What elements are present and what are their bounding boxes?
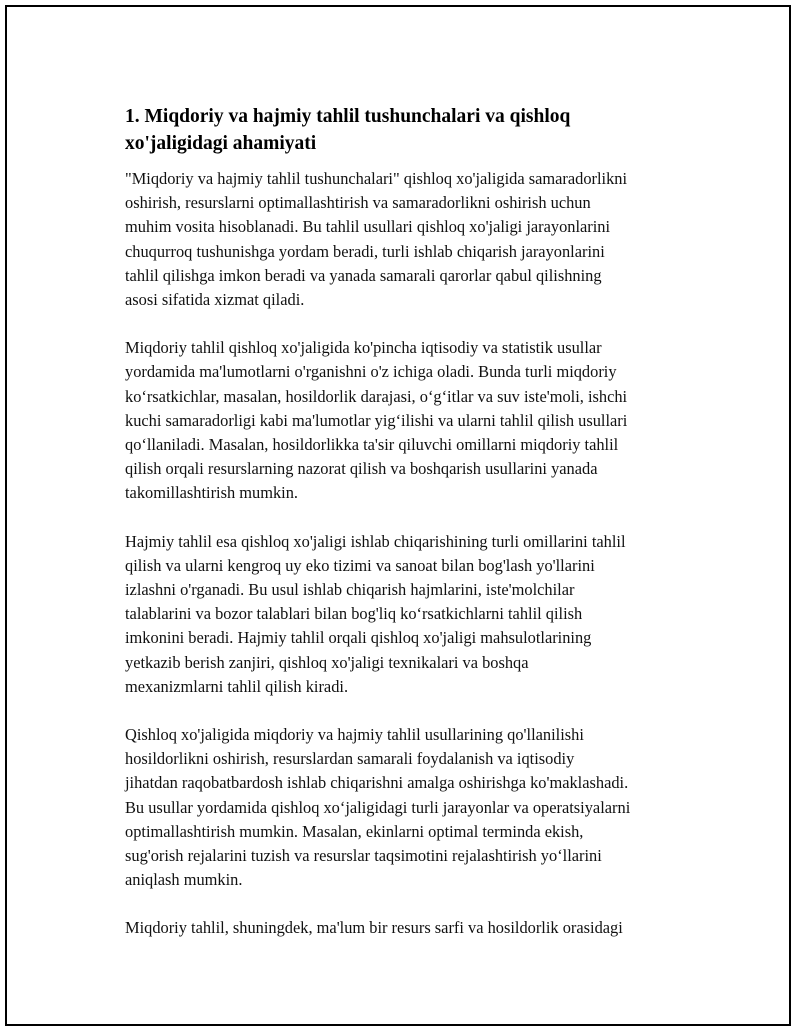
page-frame (5, 5, 791, 1026)
paragraph-3: Hajmiy tahlil esa qishloq xo'jaligi ishlab chiqarishining turli omillarini tahlil qilish va ularni kengroq uy eko tizimi va sanoat bilan bog'lash yo'llarini izlashni o'rganadi. Bu usul ishlab chiqarish hajmlarini, iste'molchilar talablarini va bozor talablari bilan bog'liq ko‘rsatkichlarni tahlil qilish imkonini beradi. Hajmiy tahlil orqali qishloq xo'jaligi mahsulotlarining yetkazib berish zanjiri, qishloq xo'jaligi texnikalari va boshqa mexanizmlarni tahlil qilish kiradi. (125, 531, 626, 696)
paragraph-2: Miqdoriy tahlil qishloq xo'jaligida ko'pincha iqtisodiy va statistik usullar yordamida ma'lumotlarni o'rganishni o'z ichiga oladi. Bunda turli miqdoriy ko‘rsatkichlar, masalan, hosildorlik darajasi, o‘g‘itlar va suv iste'moli, ishchi kuchi samaradorligi kabi ma'lumotlar yig‘ilishi va ularni tahlil qilish usullari qo‘llaniladi. Masalan, hosildorlikka ta'sir qiluvchi omillarni miqdoriy tahlil qilish orqali resurslarning nazorat qilish va boshqarish usullarini yanada takomillashtirish mumkin. (125, 338, 628, 503)
paragraph-5: Miqdoriy tahlil, shuningdek, ma'lum bir resurs sarfi va hosildorlik orasidagi (125, 918, 623, 938)
paragraph-1: "Miqdoriy va hajmiy tahlil tushunchalari" qishloq xo'jaligida samaradorlikni oshirish, resurslarni optimallashtirish va samaradorlikni oshirish uchun muhim vosita hisoblanadi. Bu tahlil usullari qishloq xo'jaligi jarayonlarini chuqurroq tushunishga yordam beradi, turli ishlab chiqarish jarayonlarini tahlil qilishga imkon beradi va yanada samarali qarorlar qabul qilishning asosi sifatida xizmat qiladi. (125, 169, 628, 310)
section-heading: 1. Miqdoriy va hajmiy tahlil tushunchalari va qishloq xo'jaligidagi ahamiyati (125, 106, 571, 154)
document-body (125, 103, 705, 965)
paragraph-4: Qishloq xo'jaligida miqdoriy va hajmiy tahlil usullarining qo'llanilishi hosildorlikni oshirish, resurslardan samarali foydalanish va iqtisodiy jihatdan raqobatbardosh ishlab chiqarishni amalga oshirishga ko'maklashadi. Bu usullar yordamida qishloq xo‘jaligidagi turli jarayonlar va operatsiyalarni optimallashtirish mumkin. Masalan, ekinlarni optimal terminda ekish, sug'orish rejalarini tuzish va resurslar taqsimotini rejalashtirish yo‘llarini aniqlash mumkin. (125, 725, 631, 890)
